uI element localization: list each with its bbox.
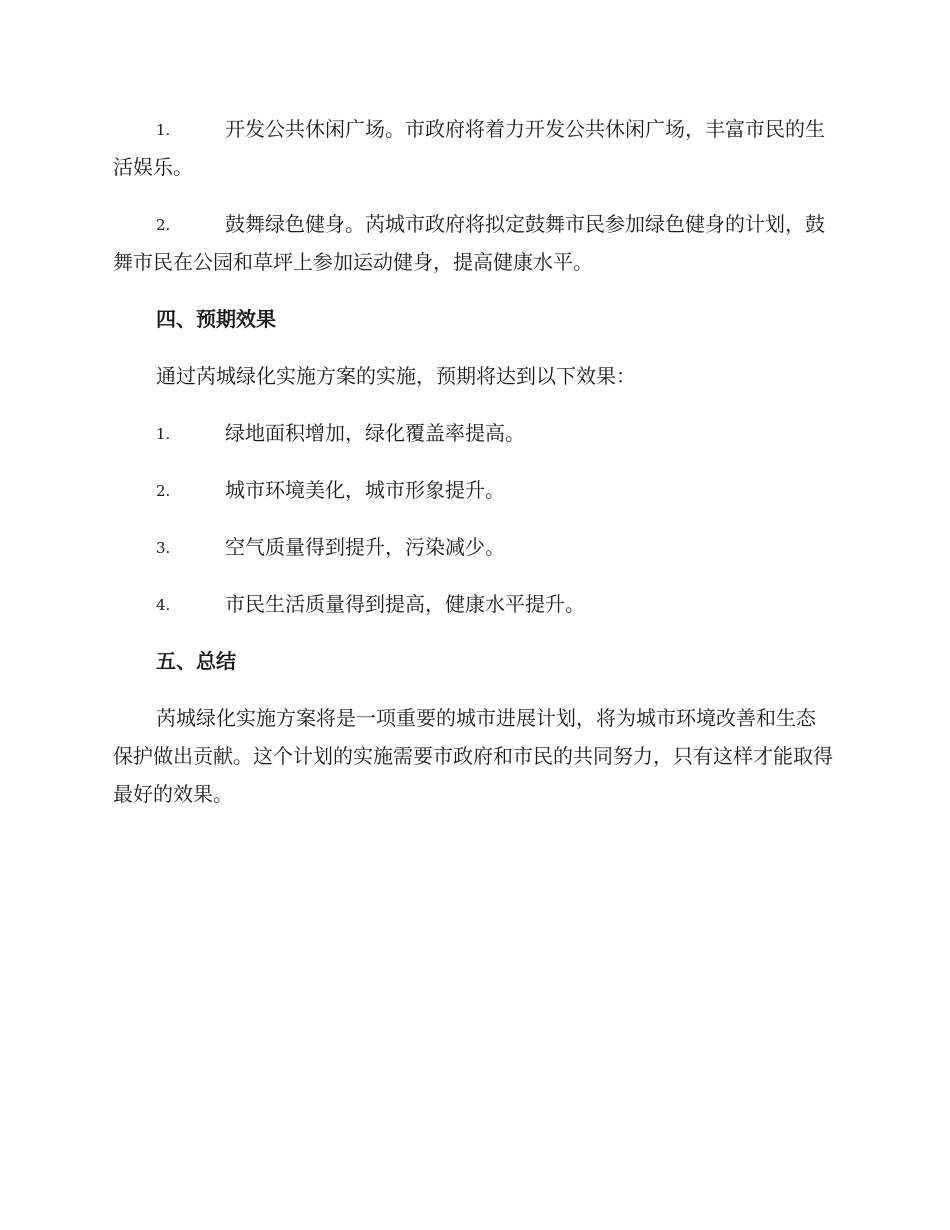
list-item — [113, 110, 833, 186]
section-heading-summary: 五、总结 — [156, 649, 236, 673]
summary-paragraph: 芮城绿化实施方案将是一项重要的城市进展计划，将为城市环境改善和生态保护做出贡献。这个计划的实施需要市政府和市民的共同努力，只有这样才能取得最好的效果。 — [113, 706, 833, 806]
document-body — [113, 110, 833, 832]
list-number: 1. — [156, 425, 171, 443]
list-item — [113, 414, 833, 452]
list-text: 城市环境美化，城市形象提升。 — [225, 478, 505, 502]
list-number: 2. — [156, 482, 171, 500]
list-item — [113, 471, 833, 509]
list-text: 空气质量得到提升，污染减少。 — [225, 535, 505, 559]
list-text: 鼓舞绿色健身。芮城市政府将拟定鼓舞市民参加绿色健身的计划，鼓舞市民在公园和草坪上参加运动健身，提高健康水平。 — [113, 212, 825, 274]
list-text: 市民生活质量得到提高，健康水平提升。 — [225, 592, 585, 616]
list-number: 1. — [156, 121, 171, 139]
list-number: 3. — [156, 539, 171, 557]
list-number: 2. — [156, 216, 171, 234]
list-item — [113, 585, 833, 623]
list-item — [113, 528, 833, 566]
list-text: 绿地面积增加，绿化覆盖率提高。 — [225, 421, 525, 445]
intro-paragraph: 通过芮城绿化实施方案的实施，预期将达到以下效果： — [156, 364, 636, 388]
list-number: 4. — [156, 596, 171, 614]
list-text: 开发公共休闲广场。市政府将着力开发公共休闲广场，丰富市民的生活娱乐。 — [113, 117, 825, 179]
section-heading-expected-effects: 四、预期效果 — [156, 307, 276, 331]
list-item — [113, 205, 833, 281]
